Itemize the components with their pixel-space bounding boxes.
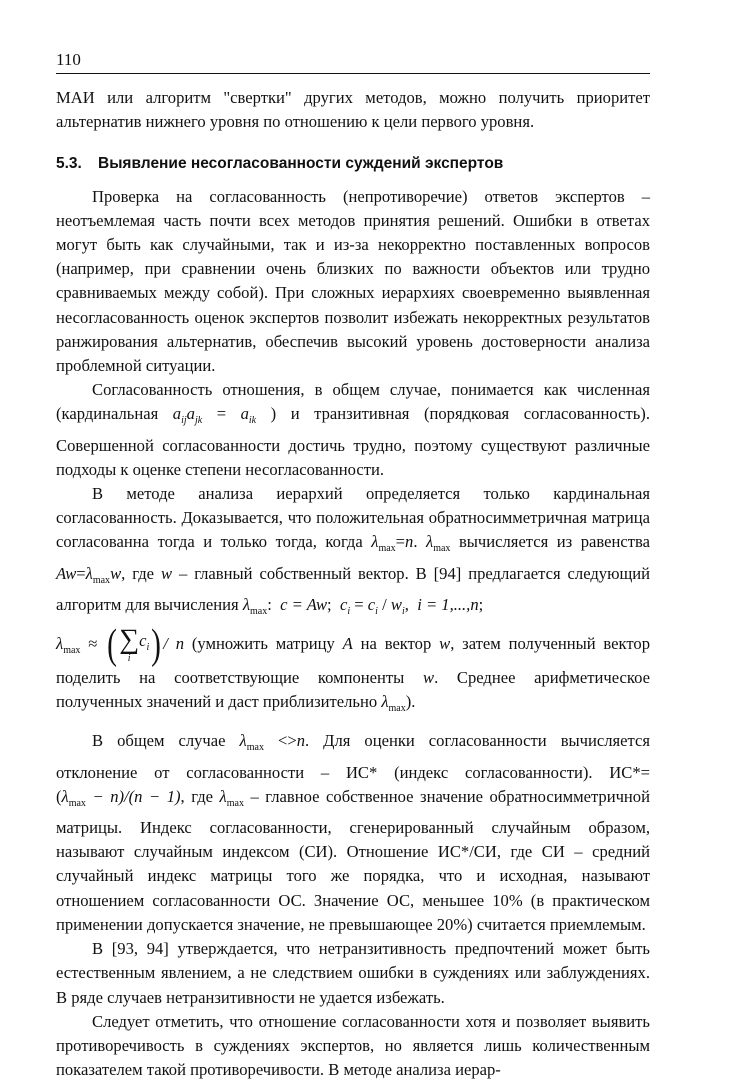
p5-text-e: – главное собственное значение обратносимметричной матрицы. Индекс согласованности, сгенерированный случайным образом, называют случайным индексом (СИ). Отношение ИС*/СИ, где СИ – средний случайный индекс матрицы того же порядка, что и исходная, называют отношением согласованности ОС. Значение ОС, меньшее 10% (в практическом применении допускается значение, не превышающее 20%) считается приемлемым. bbox=[56, 786, 650, 934]
formula-transitivity: $a_{ij}a_{jk} = a_{ik}$ bbox=[172, 404, 257, 427]
formula-lambda-principal: $\lambda_{max}$ bbox=[219, 786, 244, 809]
paragraph-3: В методе анализа иерархий определяется только кардинальная согласованность. Доказывается, что положительная обратносимметричная матрица согласованна тогда и только тогда, когда $\lambda_{max}=n$. $\lambda_{max}$ вычисляется из равенства $Aw=\lambda_{max}w$, где w – главный собственный вектор. В [94] предлагается следующий алгоритм для вычисления $\lambda_{max}$: c = Aw; $c_i = c_i / w_i$, i = 1,...,n; bbox=[56, 484, 651, 617]
formula-ci-def: $c_i = c_i / w_i$ bbox=[339, 594, 405, 617]
section-title: Выявление несогласованности суждений экспертов bbox=[98, 155, 504, 173]
formula-consistency-index: $(\lambda_{max} - n)/(n - 1)$ bbox=[56, 786, 181, 809]
formula-lambda-max: $\lambda_{max}$ bbox=[426, 532, 451, 555]
section-heading bbox=[56, 152, 650, 176]
formula-lambda-approx-end: $\lambda_{max}$ bbox=[381, 692, 406, 715]
paragraph-2 bbox=[56, 378, 650, 482]
p4-text-a: (умножить матрицу bbox=[191, 633, 335, 653]
formula-lambda-neq-n: $\lambda_{max}$ bbox=[239, 731, 264, 754]
header-rule bbox=[56, 73, 650, 74]
formula-eigen-equation: $Aw=\lambda_{max}w$ bbox=[56, 563, 122, 586]
paragraph-4: $\lambda_{max}$ ≈ ( ∑ i $c_i$ ) / n (умножить матрицу A на вектор w, затем полученный вектор поделить на соответствующие компоненты w. Среднее арифметическое полученных значений и даст приблизительно $\lambda_{max}$). bbox=[56, 622, 651, 715]
p2-text-a: Согласованность отношения, в общем случае, понимается как численная (кардинальная bbox=[56, 380, 650, 424]
formula-c-eq-aw: c = Aw bbox=[280, 594, 328, 614]
page-number: 110 bbox=[56, 50, 81, 69]
formula-lambda-target: $\lambda_{max}$ bbox=[242, 594, 268, 617]
intro-paragraph: МАИ или алгоритм "свертки" других методов, можно получить приоритет альтернатив нижнего уровня по отношению к цели первого уровня. bbox=[56, 88, 650, 132]
formula-index-range: i = 1,...,n bbox=[417, 594, 479, 614]
p3-text-e: – главный собственный вектор. В [94] предлагается следующий алгоритм для вычисления bbox=[56, 563, 651, 614]
page-content bbox=[56, 86, 650, 1082]
paragraph-7: Следует отметить, что отношение согласованности хотя и позволяет выявить противоречивость в суждениях экспертов, но является лишь количественным показателем такой противоречивости. В методе анализа иерар- bbox=[56, 1011, 650, 1080]
section-number: 5.3. bbox=[56, 155, 82, 173]
p3-text-c: вычисляется из равенства bbox=[458, 532, 650, 552]
p5-text-a: В общем случае bbox=[92, 731, 226, 751]
paragraph-6: В [93, 94] утверждается, что нетранзитивность предпочтений может быть естественным явлением, а не следствием ошибки в суждениях или заблуждениях. В ряде случаев нетранзитивности не удается избежать. bbox=[56, 939, 650, 1007]
formula-lambda-approx: $\lambda_{max}$ bbox=[56, 633, 81, 656]
paragraph-1: Проверка на согласованность (непротиворечие) ответов экспертов – неотъемлемая часть почти всех методов принятия решений. Ошибки в ответах могут быть как случайными, так и из-за некорректно поставленных вопросов (например, при сравнении очень близких по важности объектов или трудно сравниваемых между собой). При сложных иерархиях своевременно выявленная несогласованность оценок экспертов позволит избежать некорректных результатов ранжирования альтернатив, обеспечив высокий уровень достоверности анализа проблемной ситуации. bbox=[56, 186, 650, 376]
p5-text-c: . Для оценки согласованности вычисляется отклонение от согласованности – ИС* (индекс согласованности). ИС*= bbox=[56, 731, 651, 782]
formula-sum-ci: ( ∑ i $c_i$ ) bbox=[107, 622, 162, 669]
p3-text-a: В методе анализа иерархий определяется только кардинальная согласованность. Доказывается, что положительная обратносимметричная матрица согласованна тогда и только тогда, когда bbox=[56, 484, 650, 552]
formula-lambda-eq-n: $\lambda_{max}$ bbox=[371, 532, 396, 555]
p2-text-b: ) и транзитивная (порядковая согласованность). Совершенной согласованности достичь трудно, поэтому существуют различные подходы к оценке степени несогласованности. bbox=[56, 404, 650, 479]
paragraph-5: В общем случае $\lambda_{max} <>n$. Для оценки согласованности вычисляется отклонение от согласованности – ИС* (индекс согласованности). $ИС*=(\lambda_{max} - n)/(n - 1)$, где $\lambda_{max}$ – главное собственное значение обратносимметричной матрицы. Индекс согласованности, сгенерированный случайным образом, называют случайным индексом (СИ). Отношение ИС*/СИ, где СИ – средний случайный индекс матрицы того же порядка, что и исходная, называют отношением согласованности ОС. Значение ОС, меньшее 10% (в практическом применении допускается значение, не превышающее 20%) считается приемлемым. bbox=[56, 731, 651, 934]
